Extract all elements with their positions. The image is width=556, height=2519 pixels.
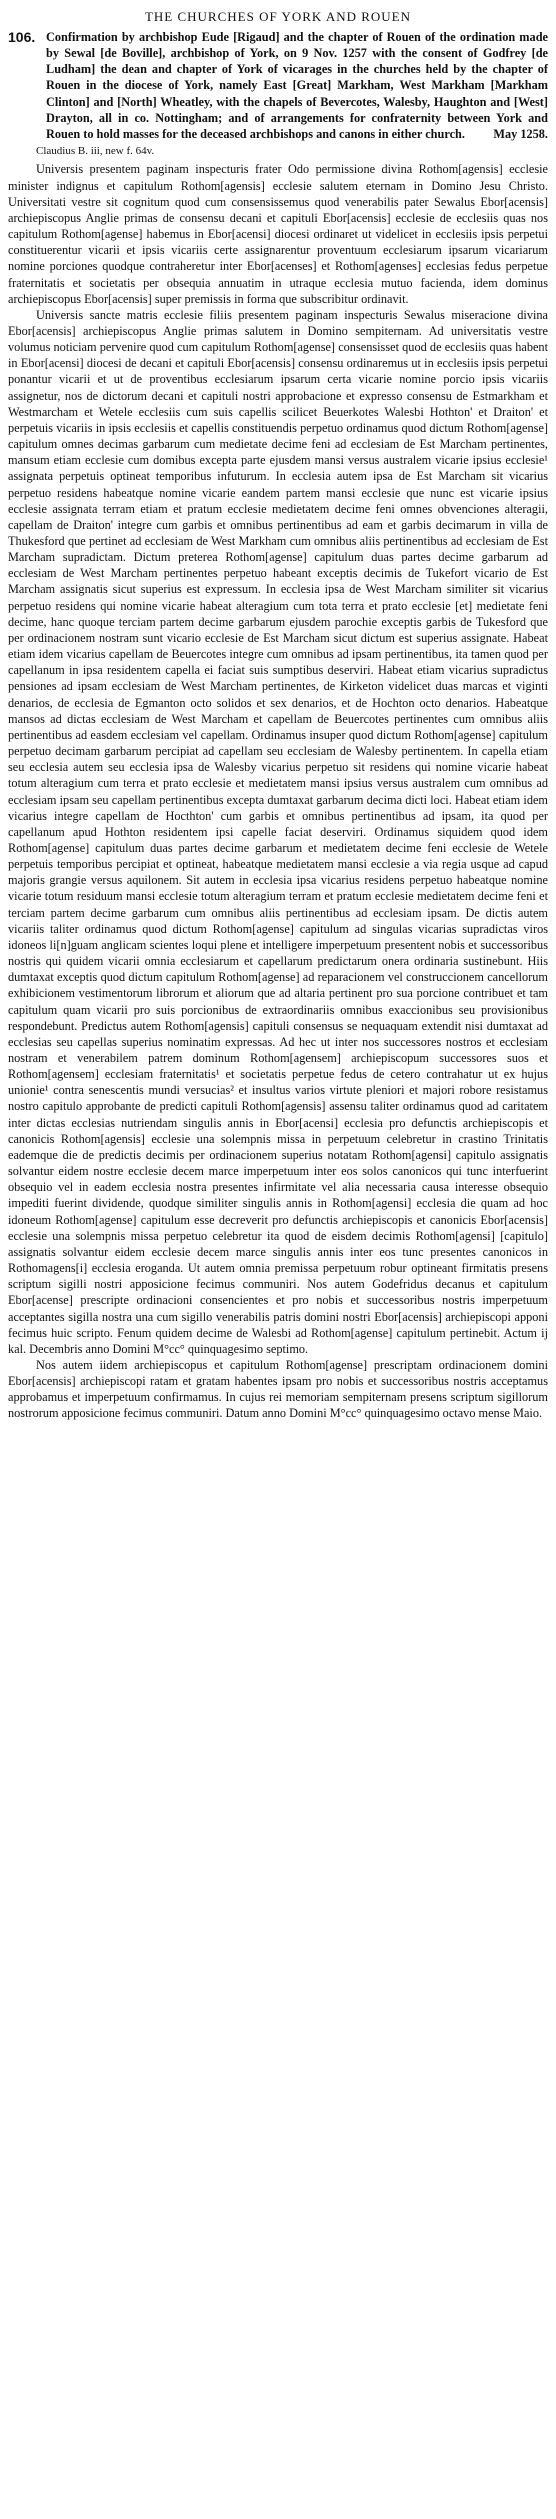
- manuscript-reference: Claudius B. iii, new f. 64v.: [36, 145, 155, 158]
- document-page: [8, 0, 548, 1422]
- text-paragraph-1: Universis presentem paginam inspecturis frater Odo permissione divina Rothom[agensis] ecclesie minister indignus et capitulum Rothom[agensis] ecclesie salutem eternam in Domino Jesu Christo. Universitati vestre sit cognitum quod cum consensissemus quod venerabilis pater Sewalus Ebor[acensis] archiepiscopus Anglie primas de consensu decani et capituli Ebor[acensis] ecclesie de ecclesiis quas nos capitulum Rothom[agense] habemus in Ebor[acensi] diocesi ordinaret ut videlicet in ecclesiis ipsis perpetui constituerentur vicarii et ipsis vicariis certe assignarentur proventuum ecclesiarum ipsarum vicariarum nomine porciones quodque contraheretur inter Ebor[acenses] et Rothom[agenses] ecclesias fedus perpetue fraternitatis et societatis per obsequia annuatim in utraque ecclesia mutuo facienda, idem dominus archiepiscopus Ebor[acensis] super premissis in forma que subscribitur ordinavit.: [8, 162, 548, 306]
- calendar-entry: [8, 29, 548, 142]
- text-paragraph-3: Nos autem iidem archiepiscopus et capitulum Rothom[agense] prescriptam ordinacionem domini Ebor[acensis] archiepiscopi ratam et gratam habentes ipsam pro nobis et successoribus nostris acceptamus approbamus et imperpetuum confirmamus. In cujus rei memoriam sempiternam presens scriptum sigillorum nostrorum apposicione fecimus communiri. Datum anno Domini M°cc° quinquagesimo octavo mense Maio.: [8, 1357, 548, 1421]
- entry-number: 106.: [8, 29, 36, 45]
- running-header: THE CHURCHES OF YORK AND ROUEN: [144, 9, 412, 24]
- entry-date: May 1258.: [493, 127, 548, 142]
- text-paragraph-2: Universis sancte matris ecclesie filiis presentem paginam inspecturis Sewalus miseracione divina Ebor[acensis] archiepiscopus Anglie primas salutem in Domino sempiternam. Ad universitatis vestre volumus noticiam pervenire quod cum capitulum Rothom[agense] consensisset quod de ecclesiis quas habent in Ebor[acensi] diocesi de decani et capituli Ebor[acensis] consensu ordinaremus ut in ecclesiis ipsis perpetui ponantur vicarii et ut de proventibus ecclesiarum ipsarum certa vicarie nomine porcio ipsis vicariis assignetur, nos de dictorum decani et capituli nostri approbacione et expresso consensu de Estmarkham et Westmarcham et Wetele ecclesiis cum suis capellis scilicet Beuerkotes Walesbi Hothton' et Draiton' et perpetuis vicariis in ipsis ecclesiis et capellis constituendis perpetuo ordinamus quod dictum Rothom[agense] capitulum omnes decimas garbarum cum medietate decime feni ad ecclesiam de Est Marcham pertinentes, mansum etiam ecclesie cum domibus excepta parte ejusdem mansi versus australem vicarie ipsius ecclesie¹ assignata perpetuis optineat temporibus infuturum. In ecclesia autem ipsa de Est Marcham sit vicarius perpetuo residens habeatque nomine vicarie eandem partem mansi ecclesie que nunc est vicarie ipsius ecclesie assignata terram etiam et pratum ecclesie medietatem decime feni omnes obvenciones alteragii, capellam de Draiton' integre cum garbis et omnibus pertinentibus ad eam et garbis decimarum in villa de Thukesford que pertinet ad ecclesiam de West Markham cum omnibus aliis pertinentibus ad ecclesiam de Est Marcham supradictam. Dictum preterea Rothom[agense] capitulum duas partes decime garbarum ad ecclesiam de West Marcham pertinentes perpetuo habeant exceptis decimis de Tukefort vicario de Est Marcham assignatis sicut superius est expressum. In ecclesia ipsa de West Marcham similiter sit vicarius perpetuo residens qui nomine vicarie habeat alteragium cum tota terra et prato ecclesie [et] medietate feni decime, hanc quoque terciam partem decime garbarum ejusdem parochie exceptis garbis de Tukesford que per ordinacionem nostram sunt vicario ecclesie de Est Marcham sicut dictum est superius assignate. Habeat etiam idem vicarius capellam de Beuercotes integre cum omnibus ad ipsam pertinentibus, ita tamen quod per capellanum in ipsa residentem capella ei faciat suis sumptibus deserviri. Habeat etiam vicarius supradictus pensiones ad ipsam ecclesiam de West Marcham pertinentes, de Kirketon videlicet duas marcas et viginti denarios, de ecclesia de Egmanton octo solidos et sex denarios, et de Hochton octo denarios. Habeatque mansos ad dictas ecclesiam de West Marcham et capellam de Beuercotes pertinentes cum omnibus aliis pertinentibus ad easdem ecclesiam vel capellam. Ordinamus insuper quod dictum Rothom[agense] capitulum perpetuo decimam garbarum percipiat ad capellam seu ecclesiam de Walesby pertinentem. In capella etiam seu ecclesia autem seu ecclesia ipsa de Walesby vicarius perpetuo sit residens qui nomine vicarie habeat totum alteragium cum terra et prato ecclesie et medietatem mansi ipsius versus australem cum omnibus ad ecclesiam ipsam seu capellam pertinentibus excepta dumtaxat garbarum decima dicti loci. Habeat etiam idem vicarius integre capellam de Hocthton' cum garbis et omnibus pertinentibus ad ipsam, ita quod per capellanum apud Hothton residentem ipsi capelle faciat deserviri. Ordinamus siquidem quod idem Rothom[agense] capitulum duas partes decime garbarum et medietatem decime feni ecclesie de Wetele perpetuis temporibus percipiat et optineat, habeatque medietatem mansi ecclesie a via regia usque ad capud majoris grangie versus aquilonem. Sit autem in ecclesia ipsa vicarius residens perpetuo habeatque nomine vicarie totum residuum mansi ecclesie totum alteragium terram et pratum ecclesie medietatem decime feni et terciam partem decime garbarum cum omnibus aliis pertinentibus ad ecclesiam ipsam. De dictis autem vicariis taliter ordinamus quod dictum Rothom[agense] capitulum ad singulas vicarias supradictas viros idoneos li[n]guam anglicam scientes loqui plene et intelligere imperpetuum presentent nobis et successoribus nostris qui quidem vicarii omnia ecclesiarum et capellarum predictarum onera ordinaria sustinebunt. Hiis dumtaxat exceptis quod dictum capitulum Rothom[agense] ad reparacionem vel construccionem cancellorum exhibicionem vestimentorum librorum et aliorum que ad altaria pertinent pro sua porcione contribuet et tam capitulum quam vicarii pro suis porcionibus de extraordinariis omnibus exaccionibus seu provisionibus respondebunt. Predictus autem Rothom[agensis] capituli consensus se nequaquam extendit nisi dumtaxat ad ecclesias seu capellas superius nominatim expressas. Ad hec ut inter nos successores nostros et ecclesiam nostram et venerabilem patrem dominum Rothom[agensem] archiepiscopum successores suos et Rothom[agensem] ecclesiam fraternitatis¹ et societatis perpetue fedus de cetero contrahatur ut ex hujus unionie¹ contra senescentis mundi versucias² et insultus varios virtute pleniori et majori robore resistamus nostro capitulo approbante de predicti capituli Rothom[agensis] assensu taliter ordinamus quod ad caritatem inter dictas ecclesias nutriendam singulis annis in Ebor[acensi] ecclesia pro defunctis archiepiscopis et canonicis Rothom[agensis] ecclesie una solempnis missa in perpetuum celebretur in crastino Trinitatis eademque die de predictis decimis per ordinacionem superius notatam Rothom[agensi] capitulo assignatis solvantur eidem nostre ecclesie decem marce imperpetuum inter eos solos canonicos qui tunc interfuerint obsequio vel in eadem ecclesia nostra presentes infirmitate vel alia necessaria causa interesse obsequio impediti fuerint dividende, quodque similiter singulis annis in Rothom[agensi] ecclesia die quam ad hoc idoneum Rothom[agense] capitulum esse decreverit pro defunctis archiepiscopis et canonicis Ebor[acensis] ecclesie una solempnis missa perpetuo celebretur ita quod de eisdem decimis Rothom[agensi] [capitulo] assignatis solvantur eidem ecclesie decem marce singulis annis inter eos tunc presentes canonicos in Rothomagens[i] ecclesia eroganda. Ut autem omnia premissa perpetuum robur optineant firmitatis presens scriptum sigilli nostri apposicione fecimus communiri. Nos autem Godefridus decanus et capitulum Ebor[acense] prescripte ordinacioni consencientes et pro nobis et successoribus nostris imperpetuum acceptantes sigilla nostra una cum sigillo venerabilis patris domini nostri Ebor[acensis] archiepiscopi apponi fecimus huic scripto. Fenum quidem decime de Walesbi ad Rothom[agense] capitulum pertinebit. Actum ij kal. Decembris anno Domini M°cc° quinquagesimo septimo.: [8, 307, 548, 1356]
- entry-summary: Confirmation by archbishop Eude [Rigaud] and the chapter of Rouen of the ordination made by Sewal [de Boville], archbishop of York, on 9 Nov. 1257 with the consent of Godfrey [de Ludham] the dean and chapter of York of vicarages in the churches held by the chapter of Rouen in the diocese of York, namely East [Great] Markham, West Markham [Markham Clinton] and [North] Wheatley, with the chapels of Bevercotes, Walesby, Haughton and [West] Drayton, all in co. Nottingham; and of arrangements for confraternity between York and Rouen to hold masses for the deceased archbishops and canons in either church.: [46, 30, 548, 141]
